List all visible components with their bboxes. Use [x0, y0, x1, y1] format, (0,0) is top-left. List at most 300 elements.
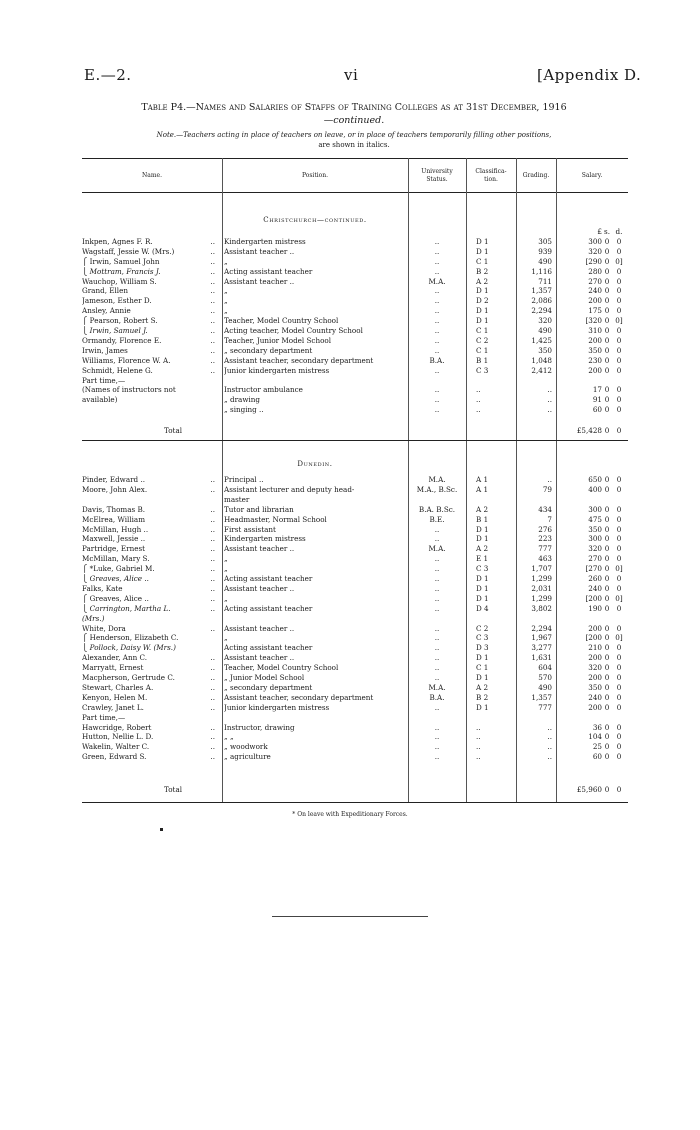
grading-cell: 1,299 [531, 593, 552, 603]
salary-shillings-cell: 0 [604, 742, 610, 752]
leader-dots: .. [210, 266, 215, 276]
name-cell: (Mrs.) [82, 613, 105, 623]
university-cell: .. [434, 702, 440, 712]
salary-pounds-cell: 310 [588, 326, 602, 335]
table-row [0, 306, 700, 316]
leader-dots: .. [210, 326, 215, 335]
classification-cell: C 3 [476, 564, 489, 574]
name-cell: Wakelin, Walter C. [82, 742, 150, 752]
salary-pounds-cell: 240 [588, 692, 602, 702]
salary-pence-cell: 0 [616, 653, 622, 663]
position-cell: Headmaster, Normal School [224, 514, 327, 524]
classification-cell: D 3 [476, 643, 489, 653]
column-header-university-line1: University [421, 168, 453, 175]
classification-cell: D 1 [476, 306, 489, 316]
salary-pence-cell: 0 [616, 574, 622, 583]
grading-cell: 1,707 [531, 564, 552, 574]
salary-pence-cell: 0 [616, 246, 622, 256]
salary-pence-cell: 0 [616, 742, 622, 752]
salary-pence-cell: 0 [616, 702, 622, 712]
name-cell: Crawley, Janet L. [82, 702, 144, 712]
leader-dots: .. [210, 752, 215, 762]
table-row [0, 723, 700, 733]
salary-pence-cell: 0] [615, 564, 623, 574]
classification-cell: C 1 [476, 326, 489, 335]
salary-shillings-cell: 0 [604, 682, 610, 692]
university-cell: .. [434, 395, 440, 405]
table-bottom-rule [82, 802, 628, 803]
salary-pounds-cell: 300 [588, 236, 602, 246]
grading-cell: 2,412 [531, 365, 552, 375]
grading-cell: 463 [538, 554, 552, 564]
position-cell: Assistant teacher .. [224, 653, 295, 663]
position-cell: Assistant teacher, secondary department [224, 692, 374, 702]
position-cell: Teacher, Junior Model School [224, 335, 332, 345]
salary-pence-cell: 0 [616, 722, 622, 732]
university-cell: .. [434, 524, 440, 534]
salary-pounds-cell: 200 [588, 296, 602, 306]
salary-shillings-cell: 0 [604, 335, 610, 345]
grading-cell: 2,294 [531, 306, 552, 316]
table-row [0, 534, 700, 544]
salary-shillings-cell: 0 [604, 732, 610, 742]
salary-shillings-cell: 0 [604, 564, 610, 574]
grading-cell: .. [547, 722, 552, 732]
table-row [0, 683, 700, 693]
name-cell: White, Dora [82, 623, 126, 633]
university-cell: .. [434, 633, 440, 643]
section-bottom-rule [82, 440, 628, 441]
name-cell: Moore, John Alex. [82, 484, 148, 494]
salary-shillings-cell: 0 [604, 236, 610, 246]
salary-pence-cell: 0 [616, 236, 622, 246]
leader-dots: .. [210, 663, 215, 673]
grading-cell: 604 [538, 663, 552, 673]
table-row [0, 653, 700, 663]
classification-cell: D 1 [476, 653, 489, 663]
table-row [0, 356, 700, 366]
position-cell: „ [224, 256, 228, 266]
position-cell: Acting teacher, Model Country School [224, 326, 363, 335]
position-cell: Instructor ambulance [224, 385, 303, 395]
section-title-dunedin [222, 460, 408, 468]
salary-pence-cell: 0 [616, 475, 622, 484]
table-note-line2: are shown in italics. [318, 141, 390, 149]
table-row [0, 366, 700, 376]
salary-pounds-cell: [290 [585, 256, 602, 266]
column-header-position: Position. [301, 172, 329, 179]
university-cell: M.A. [428, 544, 446, 554]
position-cell: „ agriculture [224, 752, 271, 762]
classification-cell: C 2 [476, 623, 489, 633]
university-cell: B.A. B.Sc. [418, 504, 456, 514]
table-row [0, 614, 700, 624]
position-cell: Instructor, drawing [224, 722, 295, 732]
salary-shillings-cell: 0 [604, 593, 610, 603]
name-cell: Part time,— [82, 375, 126, 385]
classification-cell: .. [476, 385, 481, 395]
table-row [0, 326, 700, 336]
grading-cell: 2,294 [531, 623, 552, 633]
salary-shillings-cell: 0 [604, 554, 610, 564]
name-cell: McMillan, Mary S. [82, 554, 150, 564]
classification-cell: D 1 [476, 236, 489, 246]
salary-shillings-cell: 0 [604, 524, 610, 534]
table-row [0, 633, 700, 643]
university-cell: .. [434, 246, 440, 256]
university-cell: .. [434, 593, 440, 603]
salary-pounds-cell: 260 [588, 574, 602, 583]
leader-dots: .. [210, 653, 215, 663]
salary-shillings-cell: 0 [604, 266, 610, 276]
salary-shillings-cell: 0 [604, 504, 610, 514]
leader-dots: .. [210, 722, 215, 732]
position-cell: Kindergarten mistress [224, 534, 306, 544]
classification-cell: D 1 [476, 593, 489, 603]
position-cell: Teacher, Model Country School [224, 663, 339, 673]
name-cell: Pinder, Edward .. [82, 475, 146, 484]
name-cell: ⎩ Pollock, Daisy W. (Mrs.) [82, 643, 176, 653]
salary-shillings-cell: 0 [604, 484, 610, 494]
classification-cell: D 1 [476, 534, 489, 544]
salary-pounds-cell: [200 [585, 633, 602, 643]
position-cell: „ singing .. [224, 405, 264, 415]
classification-cell: C 2 [476, 335, 489, 345]
salary-shillings-cell: 0 [604, 643, 610, 653]
university-cell: .. [434, 534, 440, 544]
university-cell: .. [434, 643, 440, 653]
table-row [0, 574, 700, 584]
leader-dots: .. [210, 544, 215, 554]
salary-pence-cell: 0 [616, 395, 622, 405]
salary-pence-cell: 0 [616, 583, 622, 593]
salary-pence-cell: 0 [616, 692, 622, 702]
name-cell: Inkpen, Agnes F. R. [82, 236, 153, 246]
salary-pence-cell: d. [615, 227, 623, 236]
salary-shillings-cell: 0 [604, 256, 610, 266]
salary-pence-cell: 0 [616, 385, 622, 395]
university-cell: .. [434, 583, 440, 593]
leader-dots: .. [210, 673, 215, 682]
classification-cell: C 3 [476, 365, 489, 375]
salary-pence-cell: 0 [616, 682, 622, 692]
classification-cell: D 2 [476, 296, 489, 306]
table-row [0, 495, 700, 505]
total-row [0, 785, 700, 795]
salary-pence-cell: 0 [616, 276, 622, 286]
grading-cell: .. [547, 752, 552, 762]
table-row [0, 742, 700, 752]
university-cell: M.A. [428, 276, 446, 286]
table-top-rule [82, 158, 628, 159]
table-row [0, 604, 700, 614]
salary-pounds-cell: 175 [588, 306, 602, 316]
university-cell: M.A. [428, 682, 446, 692]
table-row [0, 257, 700, 267]
salary-pence-cell: 0 [616, 266, 622, 276]
name-cell: ⎩ Irwin, Samuel J. [82, 326, 148, 335]
salary-shillings-cell: 0 [604, 623, 610, 633]
salary-shillings-cell: 0 [604, 296, 610, 306]
grading-cell: 939 [538, 246, 552, 256]
salary-pence-cell: 0 [616, 345, 622, 355]
leader-dots: .. [210, 355, 215, 365]
name-cell: Hutton, Nellie L. D. [82, 732, 154, 742]
salary-shillings-cell: 0 [604, 514, 610, 524]
table-row [0, 247, 700, 257]
salary-pounds-cell: 200 [588, 653, 602, 663]
grading-cell: 3,277 [531, 643, 552, 653]
name-cell: Grand, Ellen [82, 286, 128, 296]
position-cell: „ [224, 296, 228, 306]
salary-pence-cell: 0 [616, 534, 622, 544]
salary-pence-cell: 0] [615, 593, 623, 603]
salary-pence-cell: 0 [616, 355, 622, 365]
salary-pence-cell: 0] [615, 256, 623, 266]
salary-pounds-cell: 240 [588, 286, 602, 296]
university-cell: .. [434, 296, 440, 306]
salary-pence-cell: 0 [616, 405, 622, 415]
university-cell: .. [434, 316, 440, 326]
salary-pence-cell: 0 [616, 752, 622, 762]
table-row [0, 713, 700, 723]
grading-cell: .. [547, 395, 552, 405]
salary-shillings-cell: 0 [604, 385, 610, 395]
salary-pounds-cell: 320 [588, 663, 602, 673]
position-cell: Acting assistant teacher [224, 574, 313, 583]
name-cell: Green, Edward S. [82, 752, 147, 762]
salary-pounds-cell: 200 [588, 702, 602, 712]
column-header-grading: Grading. [522, 172, 550, 179]
name-cell: Davis, Thomas B. [82, 504, 146, 514]
name-cell: Macpherson, Gertrude C. [82, 673, 175, 682]
university-cell: .. [434, 326, 440, 335]
salary-pence-cell: 0 [616, 544, 622, 554]
table-row [0, 544, 700, 554]
name-cell: ⎩ Carrington, Martha L. [82, 603, 171, 613]
position-cell: „ „ [224, 732, 234, 742]
grading-cell: .. [547, 385, 552, 395]
total-label: Total [164, 785, 183, 794]
leader-dots: .. [210, 484, 215, 494]
position-cell: „ [224, 554, 228, 564]
position-cell: „ [224, 593, 228, 603]
leader-dots: .. [210, 564, 215, 574]
salary-pence-cell: 0 [616, 335, 622, 345]
grading-cell: 1,048 [531, 355, 552, 365]
total-salary-pounds: £5,960 [576, 785, 602, 794]
table-header-rule [82, 192, 628, 193]
classification-cell: D 4 [476, 603, 489, 613]
classification-cell: A 2 [476, 276, 489, 286]
salary-pounds-cell: 230 [588, 355, 602, 365]
table-title [84, 101, 624, 127]
name-cell: Hawcridge, Robert [82, 722, 152, 732]
leader-dots: .. [210, 365, 215, 375]
salary-pounds-cell: [320 [585, 316, 602, 326]
ink-mark [160, 828, 163, 831]
salary-pounds-cell: 475 [588, 514, 602, 524]
salary-shillings-cell: 0 [604, 475, 610, 484]
section-title-christchurch [222, 216, 408, 224]
table-row [0, 405, 700, 415]
leader-dots: .. [210, 306, 215, 316]
salary-pounds-cell: 300 [588, 504, 602, 514]
classification-cell: A 1 [476, 475, 489, 484]
name-cell: Partridge, Ernest [82, 544, 146, 554]
leader-dots: .. [210, 236, 215, 246]
leader-dots: .. [210, 702, 215, 712]
salary-pounds-cell: 280 [588, 266, 602, 276]
university-cell: .. [434, 266, 440, 276]
total-label: Total [164, 426, 183, 435]
table-row [0, 643, 700, 653]
position-cell: master [224, 494, 250, 504]
end-rule [272, 916, 428, 917]
table-row [0, 732, 700, 742]
total-salary-pence: 0 [616, 426, 622, 435]
university-cell: .. [434, 673, 440, 682]
name-cell: Part time,— [82, 712, 126, 722]
grading-cell: 490 [538, 682, 552, 692]
grading-cell: .. [547, 732, 552, 742]
salary-pounds-cell: 400 [588, 484, 602, 494]
classification-cell: B 2 [476, 266, 489, 276]
grading-cell: .. [547, 742, 552, 752]
grading-cell: 1,357 [531, 692, 552, 702]
position-cell: „ [224, 286, 228, 296]
leader-dots: .. [210, 345, 215, 355]
table-row [0, 376, 700, 386]
salary-pounds-cell: 650 [588, 475, 602, 484]
salary-pence-cell: 0 [616, 603, 622, 613]
classification-cell: .. [476, 732, 481, 742]
grading-cell: 1,967 [531, 633, 552, 643]
section-title-text: Dunedin. [297, 460, 333, 468]
university-cell: .. [434, 752, 440, 762]
university-cell: .. [434, 554, 440, 564]
classification-cell: D 1 [476, 286, 489, 296]
position-cell: Acting assistant teacher [224, 603, 313, 613]
classification-cell: E 1 [476, 554, 489, 564]
salary-pounds-cell: 320 [588, 246, 602, 256]
table-row [0, 663, 700, 673]
name-cell: ⎩ Mottram, Francis J. [82, 266, 161, 276]
salary-pence-cell: 0 [616, 554, 622, 564]
university-cell: M.A., B.Sc. [416, 484, 458, 494]
salary-pounds-cell: £ [597, 227, 602, 236]
name-cell: available) [82, 395, 118, 405]
name-cell: Jameson, Esther D. [82, 296, 152, 306]
leader-dots: .. [210, 316, 215, 326]
university-cell: .. [434, 405, 440, 415]
position-cell: Assistant teacher .. [224, 544, 295, 554]
table-row [0, 594, 700, 604]
table-row [0, 336, 700, 346]
leader-dots: .. [210, 682, 215, 692]
table-row [0, 505, 700, 515]
university-cell: .. [434, 236, 440, 246]
table-row [0, 277, 700, 287]
classification-cell: C 1 [476, 345, 489, 355]
salary-shillings-cell: 0 [604, 653, 610, 663]
page-header-right: [Appendix D. [537, 66, 642, 84]
salary-pounds-cell: 200 [588, 673, 602, 682]
salary-shillings-cell: 0 [604, 365, 610, 375]
grading-cell: 490 [538, 326, 552, 335]
column-header-university [408, 168, 466, 184]
salary-pounds-cell: 60 [592, 752, 602, 762]
name-cell: Irwin, James [82, 345, 128, 355]
section-title-text: Christchurch—continued. [263, 216, 367, 224]
classification-cell: D 1 [476, 673, 489, 682]
table-row [0, 346, 700, 356]
leader-dots: .. [210, 504, 215, 514]
position-cell: „ [224, 564, 228, 574]
salary-shillings-cell: 0 [604, 306, 610, 316]
table-row [0, 267, 700, 277]
grading-cell: 223 [538, 534, 552, 544]
classification-cell: B 1 [476, 514, 489, 524]
salary-shillings-cell: 0 [604, 405, 610, 415]
grading-cell: 305 [538, 236, 552, 246]
classification-cell: A 1 [476, 484, 489, 494]
leader-dots: .. [210, 256, 215, 266]
grading-cell: 2,086 [531, 296, 552, 306]
table-row [0, 673, 700, 683]
table-row [0, 286, 700, 296]
salary-shillings-cell: 0 [604, 603, 610, 613]
grading-cell: 490 [538, 256, 552, 266]
classification-cell: .. [476, 752, 481, 762]
table-note [84, 130, 624, 150]
leader-dots: .. [210, 286, 215, 296]
salary-shillings-cell: 0 [604, 544, 610, 554]
classification-cell: D 1 [476, 246, 489, 256]
position-cell: Principal .. [224, 475, 264, 484]
classification-cell: .. [476, 742, 481, 752]
name-cell: Falks, Kate [82, 583, 123, 593]
university-cell: .. [434, 385, 440, 395]
salary-pounds-cell: 17 [592, 385, 602, 395]
salary-shillings-cell: 0 [604, 752, 610, 762]
salary-pounds-cell: 270 [588, 554, 602, 564]
classification-cell: A 2 [476, 682, 489, 692]
table-row [0, 624, 700, 634]
name-cell: Wauchop, William S. [82, 276, 157, 286]
salary-pence-cell: 0 [616, 514, 622, 524]
university-cell: .. [434, 345, 440, 355]
grading-cell: 79 [542, 484, 552, 494]
leader-dots: .. [210, 296, 215, 306]
salary-shillings-cell: 0 [604, 326, 610, 335]
table-row [0, 485, 700, 495]
salary-pence-cell: 0 [616, 296, 622, 306]
position-cell: Kindergarten mistress [224, 236, 306, 246]
grading-cell: 711 [538, 276, 552, 286]
table-title-line2: —continued. [323, 115, 385, 126]
name-cell: Ormandy, Florence E. [82, 335, 162, 345]
position-cell: Assistant teacher .. [224, 623, 295, 633]
salary-shillings-cell: 0 [604, 286, 610, 296]
page-number: vi [344, 66, 359, 84]
table-row [0, 475, 700, 485]
leader-dots: .. [210, 475, 215, 484]
position-cell: Tutor and librarian [224, 504, 294, 514]
position-cell: Junior kindergarten mistress [224, 702, 330, 712]
table-row [0, 584, 700, 594]
salary-pounds-cell: 91 [592, 395, 602, 405]
